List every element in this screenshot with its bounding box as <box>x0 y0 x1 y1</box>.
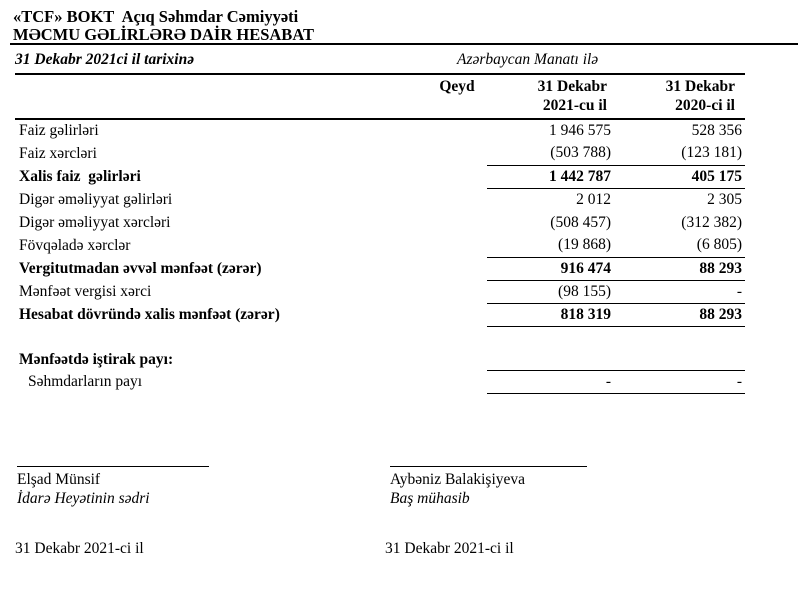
qeyd-cell <box>427 119 487 142</box>
value-2020: 2 305 <box>707 190 742 208</box>
col-header-2020-line2: 2020-ci il <box>675 97 735 114</box>
qeyd-cell <box>427 303 487 326</box>
signatory-name: Aybəniz Balakişiyeva <box>390 471 526 488</box>
col-header-2020 <box>627 75 745 119</box>
value-2020 <box>627 350 745 370</box>
table-header-row <box>15 75 745 119</box>
table-row <box>15 119 745 142</box>
table-row <box>15 280 745 303</box>
col-header-2021 <box>487 75 627 119</box>
value-2020: - <box>627 280 745 303</box>
col-header-2021-line1: 31 Dekabr <box>537 78 607 95</box>
signature-date: 31 Dekabr 2021-ci il <box>385 540 514 557</box>
income-statement-table <box>15 75 745 394</box>
row-label: Xalis faiz gəlirləri <box>19 167 141 185</box>
currency-note: Azərbaycan Manatı ilə <box>457 51 599 68</box>
table-row <box>15 211 745 234</box>
value-2021: (508 457) <box>550 213 611 231</box>
signatory-title: İdarə Heyətinin sədri <box>17 490 150 507</box>
company-name: «TCF» BOKT Açıq Səhmdar Cəmiyyəti <box>13 7 299 26</box>
qeyd-cell <box>427 370 487 393</box>
table-row-subtotal <box>15 257 745 280</box>
report-date-line: 31 Dekabr 2021ci il tarixinə <box>15 51 195 68</box>
signatory-name: Elşad Münsif <box>17 471 101 488</box>
row-label: Digər əməliyyat gəlirləri <box>19 190 173 208</box>
qeyd-cell <box>427 350 487 370</box>
value-2021: - <box>487 370 627 393</box>
value-2021: 2 012 <box>576 190 611 208</box>
qeyd-cell <box>427 142 487 165</box>
value-2020: - <box>627 370 745 393</box>
row-label: Faiz gəlirləri <box>19 122 99 139</box>
value-2020: (312 382) <box>681 213 742 231</box>
value-2020: (6 805) <box>627 234 745 257</box>
row-label: Mənfəət vergisi xərci <box>19 282 152 300</box>
report-title: MƏCMU GƏLİRLƏRƏ DAİR HESABAT <box>13 24 315 44</box>
value-2021: 1 442 787 <box>487 165 627 188</box>
signatory-title: Baş mühasib <box>390 490 470 507</box>
row-label: Səhmdarların payı <box>28 372 143 390</box>
value-2020: 405 175 <box>627 165 745 188</box>
qeyd-cell <box>427 165 487 188</box>
col-header-empty <box>15 75 427 119</box>
qeyd-cell <box>427 211 487 234</box>
spacer-cell <box>15 326 745 350</box>
value-2020: 528 356 <box>691 122 742 139</box>
qeyd-cell <box>427 188 487 211</box>
value-2020: 88 293 <box>627 303 745 326</box>
report-header <box>0 0 800 43</box>
value-2021: (19 868) <box>487 234 627 257</box>
signature-line <box>390 466 587 467</box>
qeyd-cell <box>427 280 487 303</box>
col-header-2020-line1: 31 Dekabr <box>665 78 735 95</box>
value-2021: 818 319 <box>487 303 627 326</box>
col-header-2021-line2: 2021-cu il <box>542 97 607 114</box>
value-2021 <box>487 350 627 370</box>
section-label: Mənfəətdə iştirak payı: <box>19 351 174 368</box>
value-2020: 88 293 <box>627 257 745 280</box>
table-row <box>15 234 745 257</box>
table-row-subtotal <box>15 165 745 188</box>
signature-date: 31 Dekabr 2021-ci il <box>15 540 144 557</box>
value-2021: (503 788) <box>487 142 627 165</box>
row-label: Hesabat dövründə xalis mənfəət (zərər) <box>19 305 280 323</box>
value-2020: (123 181) <box>627 142 745 165</box>
table-row <box>15 188 745 211</box>
signature-block-right <box>390 466 587 508</box>
value-2021: 1 946 575 <box>549 122 611 139</box>
signature-block-left <box>17 466 209 508</box>
qeyd-cell <box>427 257 487 280</box>
signature-line <box>17 466 209 467</box>
row-label: Fövqəladə xərclər <box>19 236 131 254</box>
section-header-row <box>15 350 745 370</box>
col-header-qeyd: Qeyd <box>427 75 487 119</box>
value-2021: 916 474 <box>487 257 627 280</box>
table-row <box>15 370 745 393</box>
table-row <box>15 142 745 165</box>
row-label: Digər əməliyyat xərcləri <box>19 213 171 231</box>
qeyd-cell <box>427 234 487 257</box>
row-label: Faiz xərcləri <box>19 144 97 162</box>
value-2021: (98 155) <box>487 280 627 303</box>
spacer-row <box>15 326 745 350</box>
row-label: Vergitutmadan əvvəl mənfəət (zərər) <box>19 259 262 277</box>
table-row-total <box>15 303 745 326</box>
report-subheader <box>15 45 745 75</box>
